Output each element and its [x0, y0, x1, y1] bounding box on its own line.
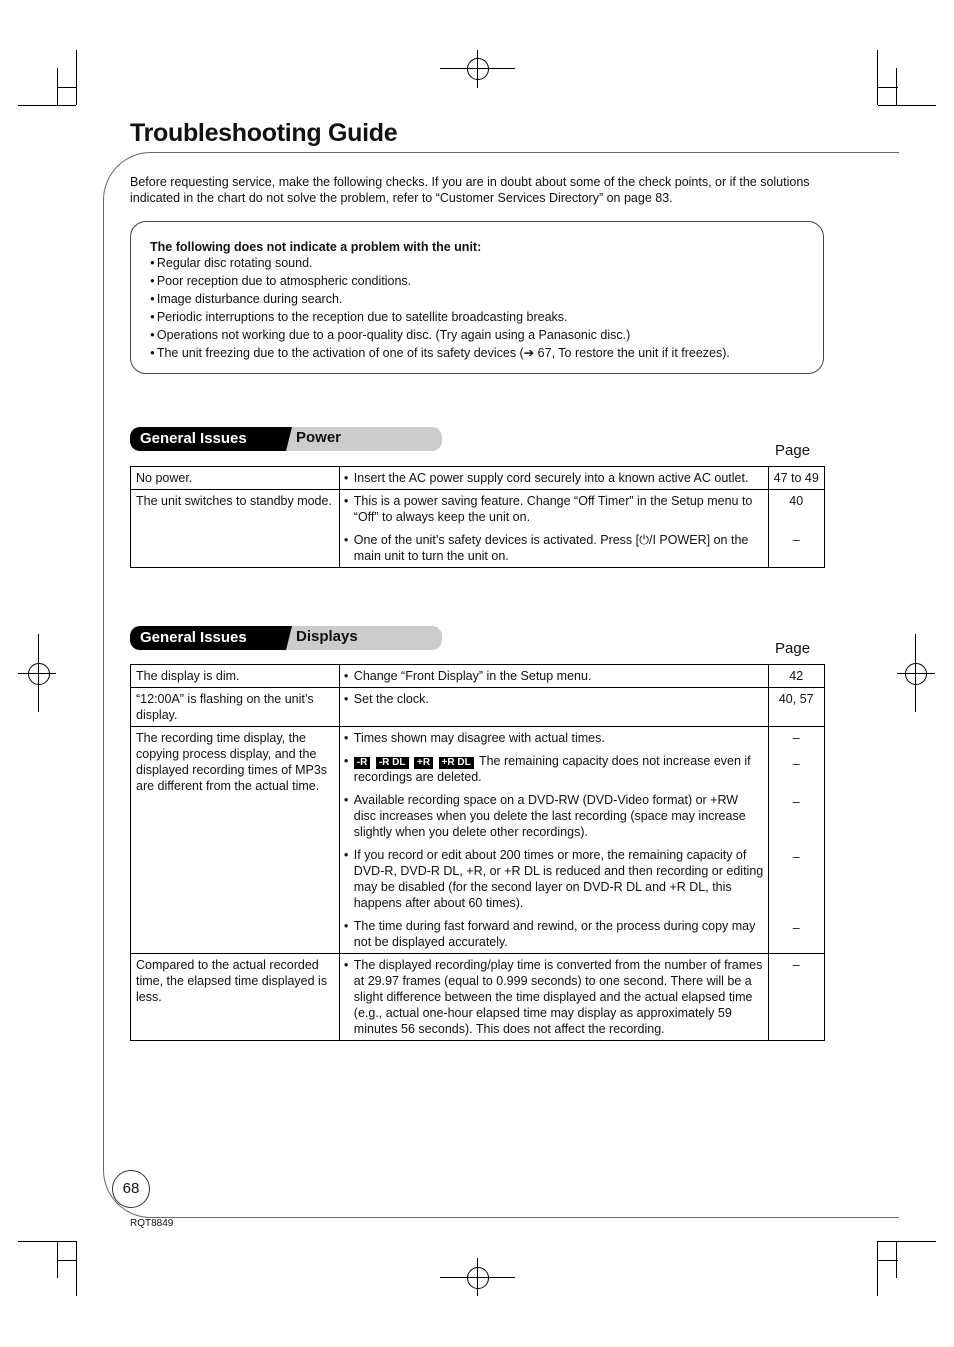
page-column-label: Page [775, 442, 811, 459]
page-ref: – [792, 795, 800, 809]
intro-paragraph: Before requesting service, make the following checks. If you are in doubt about some of the check points, or if the solutions indicated in the chart do not solve the problem, refer to “Customer Services Directory” on page 83. [130, 175, 810, 205]
page-cell [768, 490, 825, 568]
section-header-power [130, 427, 442, 451]
page-cell [768, 665, 825, 688]
page-cell [768, 467, 825, 490]
page-number: 68 [112, 1170, 150, 1208]
table-row [131, 688, 825, 727]
section-topic: Displays [286, 626, 442, 650]
disc-badge: -R DL [376, 757, 409, 769]
page-title: Troubleshooting Guide [130, 119, 398, 147]
solution-item: ● If you record or edit about 200 times or more, the remaining capacity of DVD-R, DVD-R DL, +R, or +R DL is reduced and then recording or editing may be disabled (for the second layer on DVD-R DL and +R DL, this happens after about 60 times). [344, 847, 764, 911]
table-row [131, 665, 825, 688]
disc-badge: +R [414, 757, 433, 769]
note-item: ● Regular disc rotating sound. [150, 255, 730, 273]
page-ref: – [792, 958, 800, 972]
solution-item [344, 753, 764, 785]
note-item: ● The unit freezing due to the activation of one of its safety devices (➔ 67, To restore the unit if it freezes). [150, 345, 730, 363]
solution-cell [339, 727, 768, 954]
section-category: General Issues [130, 427, 286, 451]
solution-item: ● This is a power saving feature. Change “Off Timer” in the Setup menu to “Off” to always keep the unit on. [344, 493, 764, 525]
page-ref: – [792, 757, 800, 771]
solution-item: ● The displayed recording/play time is converted from the number of frames at 29.97 frames (equal to 0.999 seconds) to one second. There will be a slight difference between the time displayed and the actual elapsed time (e.g., actual one-hour elapsed time may display as approximately 59 minutes 56 seconds). This does not affect the recording. [344, 957, 764, 1037]
page-ref: 47 to 49 [773, 471, 819, 485]
note-item: ● Periodic interruptions to the reception due to satellite broadcasting breaks. [150, 309, 730, 327]
note-item: ● Operations not working due to a poor-quality disc. (Try again using a Panasonic disc.) [150, 327, 730, 345]
disc-badge: +R DL [439, 757, 474, 769]
table-row [131, 954, 825, 1041]
page-ref: 40 [789, 494, 804, 508]
problem-cell: The display is dim. [131, 665, 340, 688]
solution-cell [339, 954, 768, 1041]
solution-item: ● Times shown may disagree with actual times. [344, 730, 764, 746]
disc-badge: -R [354, 757, 371, 769]
solution-item: ● Set the clock. [344, 691, 764, 707]
power-table [130, 466, 825, 568]
section-category: General Issues [130, 626, 286, 650]
problem-cell: No power. [131, 467, 340, 490]
problem-cell: The recording time display, the copying process display, and the displayed recording times of MP3s are different from the actual time. [131, 727, 340, 954]
note-box [130, 221, 824, 374]
solution-item: ● Available recording space on a DVD-RW (DVD-Video format) or +RW disc increases when you delete the last recording (space may increase slightly when you delete other recordings). [344, 792, 764, 840]
document-code: RQT8849 [130, 1218, 174, 1229]
problem-cell: The unit switches to standby mode. [131, 490, 340, 568]
solution-item: ● The time during fast forward and rewind, or the process during copy may not be displayed accurately. [344, 918, 764, 950]
solution-cell [339, 665, 768, 688]
page-ref: – [792, 533, 800, 547]
table-row [131, 467, 825, 490]
section-topic: Power [286, 427, 442, 451]
solution-item: ● Insert the AC power supply cord securely into a known active AC outlet. [344, 470, 764, 486]
note-heading: The following does not indicate a problem with the unit: [150, 240, 482, 254]
section-header-displays [130, 626, 442, 650]
page-ref: – [792, 921, 800, 935]
page-ref: – [792, 850, 800, 864]
table-row [131, 727, 825, 954]
note-item: ● Image disturbance during search. [150, 291, 730, 309]
solution-cell [339, 490, 768, 568]
problem-cell: Compared to the actual recorded time, the elapsed time displayed is less. [131, 954, 340, 1041]
table-row [131, 490, 825, 568]
problem-cell: “12:00A” is flashing on the unit’s display. [131, 688, 340, 727]
page-ref: – [792, 731, 800, 745]
page-cell [768, 954, 825, 1041]
page-ref: 42 [789, 669, 804, 683]
note-item: ● Poor reception due to atmospheric conditions. [150, 273, 730, 291]
displays-table [130, 664, 825, 1041]
solution-item: ● Change “Front Display” in the Setup menu. [344, 668, 764, 684]
page-ref: 40, 57 [778, 692, 814, 706]
solution-item: ● One of the unit’s safety devices is activated. Press [⏻/I POWER] on the main unit to turn the unit on. [344, 532, 764, 564]
solution-cell [339, 467, 768, 490]
page-cell [768, 688, 825, 727]
page-cell [768, 727, 825, 954]
solution-text: The remaining capacity does not increase even if recordings are deleted. [353, 754, 751, 784]
page-column-label: Page [775, 640, 811, 657]
solution-cell [339, 688, 768, 727]
